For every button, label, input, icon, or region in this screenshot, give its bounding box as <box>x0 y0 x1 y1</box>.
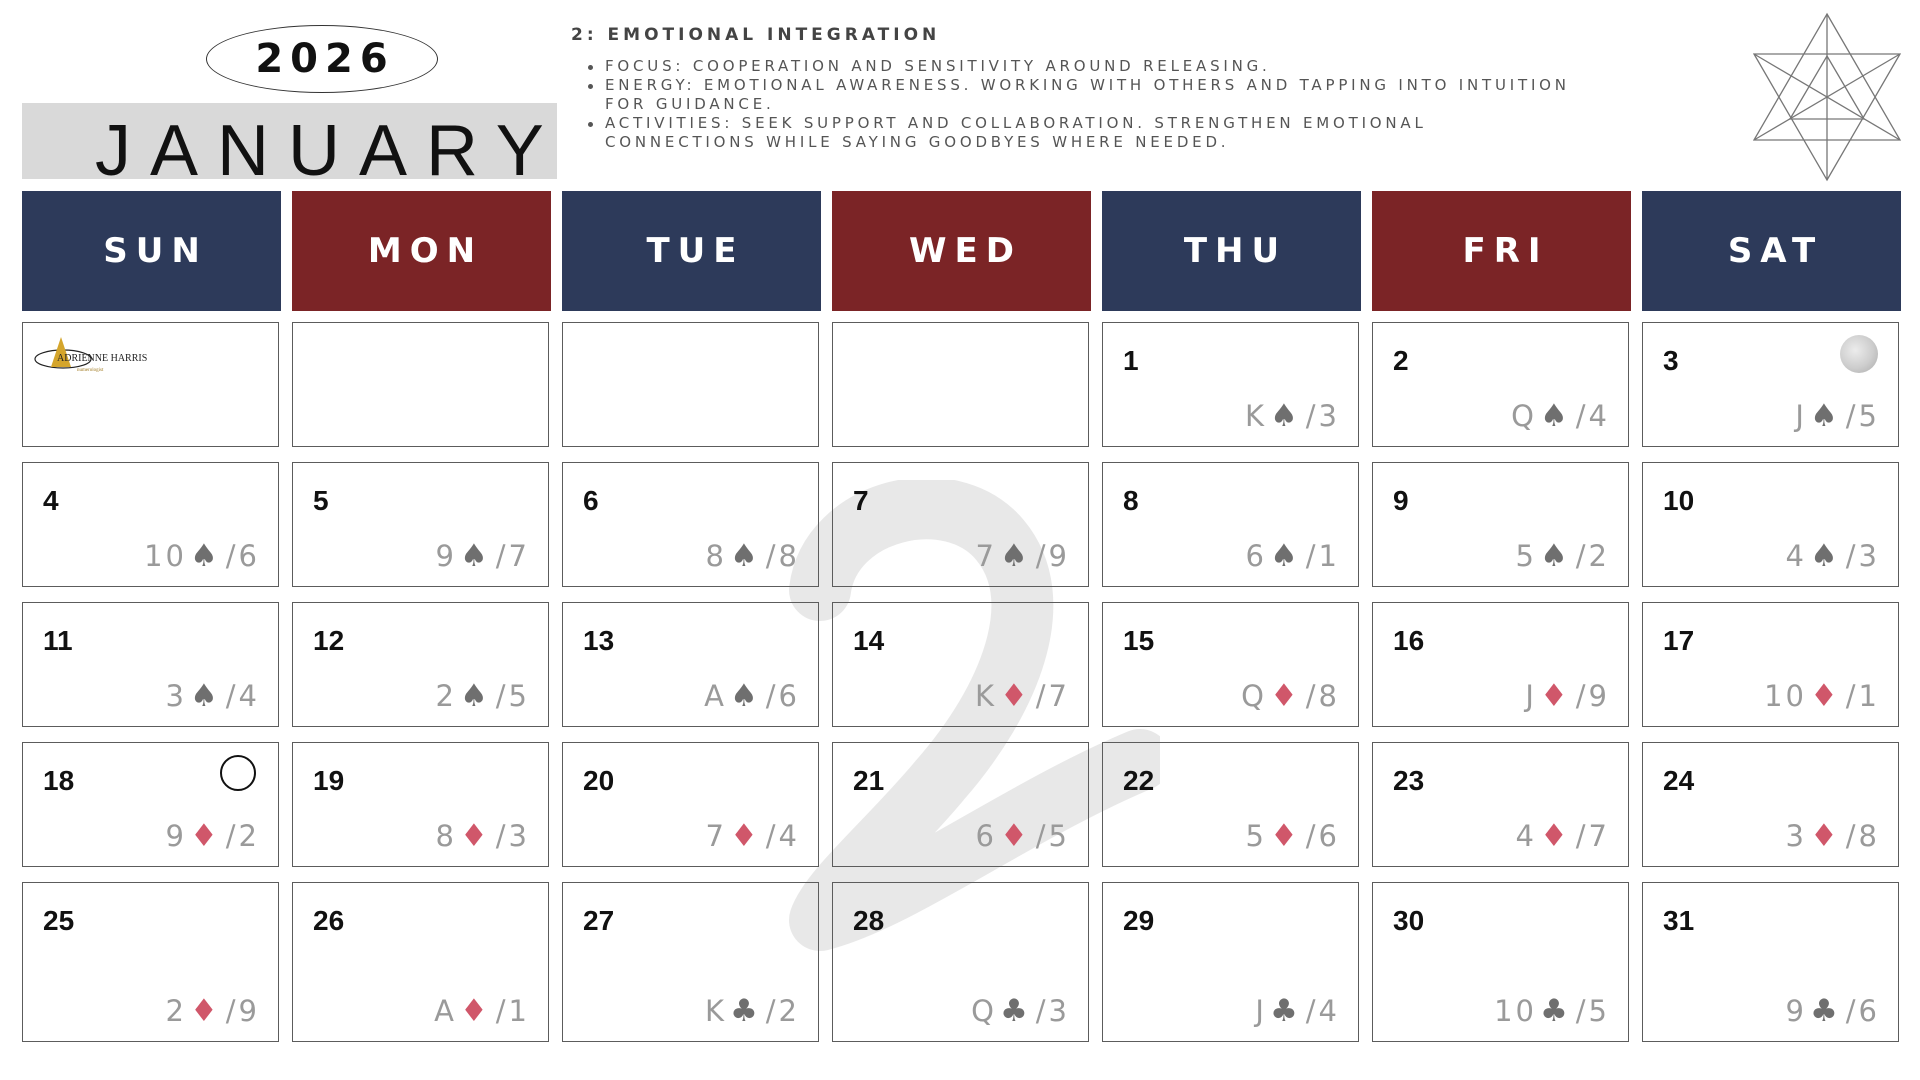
separator-slash: / <box>225 819 239 853</box>
club-suit-icon: ♣ <box>1539 993 1571 1029</box>
diamond-suit-icon: ♦ <box>459 818 491 854</box>
year-badge: 2026 <box>206 25 438 93</box>
personal-day-number: 7 <box>508 539 530 573</box>
diamond-suit-icon: ♦ <box>1269 818 1301 854</box>
spade-suit-icon: ♠ <box>729 538 761 574</box>
card-rank: J <box>1795 399 1807 433</box>
card-rank: 9 <box>165 819 187 853</box>
personal-day-number: 7 <box>1048 679 1070 713</box>
personal-day-number: 8 <box>778 539 800 573</box>
personal-day-number: 6 <box>238 539 260 573</box>
separator-slash: / <box>495 539 509 573</box>
personal-day-number: 2 <box>238 819 260 853</box>
card-label <box>1255 993 1340 1029</box>
card-label <box>1786 538 1880 574</box>
day-number: 13 <box>583 625 615 656</box>
separator-slash: / <box>495 819 509 853</box>
separator-slash: / <box>765 679 779 713</box>
separator-slash: / <box>1845 994 1859 1028</box>
card-label <box>166 818 260 854</box>
card-rank: J <box>1255 994 1267 1028</box>
day-cell-26[interactable] <box>292 882 549 1042</box>
spade-suit-icon: ♠ <box>729 678 761 714</box>
separator-slash: / <box>1035 679 1049 713</box>
club-suit-icon: ♣ <box>1809 993 1841 1029</box>
day-cell-15[interactable] <box>1102 602 1359 727</box>
card-label <box>1525 678 1610 714</box>
club-suit-icon: ♣ <box>729 993 761 1029</box>
day-number: 11 <box>43 625 73 656</box>
separator-slash: / <box>1305 994 1319 1028</box>
day-number: 12 <box>313 625 345 656</box>
day-number: 1 <box>1123 345 1139 376</box>
card-label <box>971 993 1070 1029</box>
spade-suit-icon: ♠ <box>1539 398 1571 434</box>
day-number: 15 <box>1123 625 1155 656</box>
diamond-suit-icon: ♦ <box>999 678 1031 714</box>
card-label <box>706 538 800 574</box>
card-label <box>976 818 1070 854</box>
day-number: 16 <box>1393 625 1425 656</box>
weekday-header-tue: TUE <box>562 191 821 311</box>
day-cell-5[interactable] <box>292 462 549 587</box>
empty-day-cell[interactable] <box>292 322 549 447</box>
card-rank: 10 <box>144 539 187 573</box>
info-title: 2: EMOTIONAL INTEGRATION <box>571 25 941 45</box>
day-cell-19[interactable] <box>292 742 549 867</box>
spade-suit-icon: ♠ <box>189 678 221 714</box>
personal-day-number: 8 <box>1318 679 1340 713</box>
day-number: 18 <box>43 765 75 796</box>
personal-day-number: 9 <box>1588 679 1610 713</box>
card-label <box>1246 818 1340 854</box>
card-rank: 5 <box>1515 539 1537 573</box>
separator-slash: / <box>1035 994 1049 1028</box>
separator-slash: / <box>1575 994 1589 1028</box>
day-number: 31 <box>1663 905 1695 936</box>
separator-slash: / <box>1845 539 1859 573</box>
separator-slash: / <box>1035 819 1049 853</box>
day-cell-29[interactable] <box>1102 882 1359 1042</box>
personal-day-number: 6 <box>1318 819 1340 853</box>
day-cell-17[interactable] <box>1642 602 1899 727</box>
card-rank: Q <box>1511 399 1537 433</box>
day-cell-14[interactable] <box>832 602 1089 727</box>
day-number: 17 <box>1663 625 1695 656</box>
card-label <box>166 993 260 1029</box>
day-cell-23[interactable] <box>1372 742 1629 867</box>
card-rank: A <box>704 679 727 713</box>
day-number: 4 <box>43 485 59 516</box>
diamond-suit-icon: ♦ <box>729 818 761 854</box>
personal-day-number: 2 <box>778 994 800 1028</box>
card-rank: A <box>434 994 457 1028</box>
separator-slash: / <box>1845 819 1859 853</box>
day-cell-3[interactable] <box>1642 322 1899 447</box>
spade-suit-icon: ♠ <box>459 678 491 714</box>
day-number: 21 <box>853 765 885 796</box>
personal-day-number: 1 <box>1858 679 1880 713</box>
separator-slash: / <box>225 679 239 713</box>
spade-suit-icon: ♠ <box>189 538 221 574</box>
month-title: JANUARY <box>95 111 563 191</box>
day-cell-27[interactable] <box>562 882 819 1042</box>
card-rank: Q <box>971 994 997 1028</box>
day-number: 26 <box>313 905 345 936</box>
day-number: 20 <box>583 765 615 796</box>
personal-day-number: 5 <box>508 679 530 713</box>
card-label <box>166 678 260 714</box>
card-rank: 6 <box>975 819 997 853</box>
empty-day-cell[interactable] <box>22 322 279 447</box>
card-label <box>706 818 800 854</box>
day-number: 8 <box>1123 485 1139 516</box>
day-cell-2[interactable] <box>1372 322 1629 447</box>
card-label <box>1516 818 1610 854</box>
personal-day-number: 6 <box>778 679 800 713</box>
card-rank: J <box>1525 679 1537 713</box>
separator-slash: / <box>1575 539 1589 573</box>
day-cell-4[interactable] <box>22 462 279 587</box>
personal-day-number: 3 <box>1858 539 1880 573</box>
brand-logo-icon <box>31 333 161 381</box>
day-number: 7 <box>853 485 869 516</box>
card-label <box>1245 398 1340 434</box>
card-rank: 4 <box>1515 819 1537 853</box>
personal-day-number: 8 <box>1858 819 1880 853</box>
day-number: 14 <box>853 625 885 656</box>
separator-slash: / <box>1575 399 1589 433</box>
card-label <box>436 538 530 574</box>
new-moon-icon <box>220 755 256 791</box>
day-number: 10 <box>1663 485 1695 516</box>
card-label <box>704 678 800 714</box>
weekday-header-sat: SAT <box>1642 191 1901 311</box>
day-cell-25[interactable] <box>22 882 279 1042</box>
spade-suit-icon: ♠ <box>1269 398 1301 434</box>
day-cell-13[interactable] <box>562 602 819 727</box>
info-bullet-activities: ACTIVITIES: SEEK SUPPORT AND COLLABORATION. STRENGTHEN EMOTIONAL CONNECTIONS WHILE SAYING GOODBYES WHERE NEEDED. <box>586 114 1571 152</box>
card-rank: 7 <box>975 539 997 573</box>
spade-suit-icon: ♠ <box>1269 538 1301 574</box>
day-cell-7[interactable] <box>832 462 1089 587</box>
day-cell-22[interactable] <box>1102 742 1359 867</box>
separator-slash: / <box>765 819 779 853</box>
empty-day-cell[interactable] <box>832 322 1089 447</box>
diamond-suit-icon: ♦ <box>1269 678 1301 714</box>
day-cell-12[interactable] <box>292 602 549 727</box>
day-number: 23 <box>1393 765 1425 796</box>
separator-slash: / <box>225 994 239 1028</box>
spade-suit-icon: ♠ <box>1809 538 1841 574</box>
day-cell-20[interactable] <box>562 742 819 867</box>
separator-slash: / <box>1035 539 1049 573</box>
personal-day-number: 9 <box>238 994 260 1028</box>
info-bullet-focus: FOCUS: COOPERATION AND SENSITIVITY AROUND RELEASING. <box>586 57 1571 76</box>
card-label <box>436 818 530 854</box>
card-label <box>1511 398 1610 434</box>
separator-slash: / <box>1305 679 1319 713</box>
card-rank: 9 <box>1785 994 1807 1028</box>
card-rank: 8 <box>435 819 457 853</box>
card-rank: 10 <box>1764 679 1807 713</box>
weekday-header-thu: THU <box>1102 191 1361 311</box>
day-number: 28 <box>853 905 885 936</box>
card-rank: 3 <box>165 679 187 713</box>
personal-day-number: 3 <box>508 819 530 853</box>
day-number: 6 <box>583 485 599 516</box>
logo-subtext: numerologist <box>77 368 104 373</box>
personal-day-number: 5 <box>1588 994 1610 1028</box>
separator-slash: / <box>495 994 509 1028</box>
card-rank: 6 <box>1245 539 1267 573</box>
diamond-suit-icon: ♦ <box>189 993 221 1029</box>
day-cell-6[interactable] <box>562 462 819 587</box>
card-rank: 8 <box>705 539 727 573</box>
card-label <box>1516 538 1610 574</box>
card-label <box>1795 398 1880 434</box>
card-label <box>436 678 530 714</box>
separator-slash: / <box>1575 679 1589 713</box>
personal-day-number: 5 <box>1858 399 1880 433</box>
card-rank: 5 <box>1245 819 1267 853</box>
day-number: 5 <box>313 485 329 516</box>
card-rank: 2 <box>435 679 457 713</box>
day-number: 27 <box>583 905 615 936</box>
personal-day-number: 9 <box>1048 539 1070 573</box>
club-suit-icon: ♣ <box>1269 993 1301 1029</box>
personal-day-number: 3 <box>1318 399 1340 433</box>
card-label <box>976 538 1070 574</box>
day-number: 2 <box>1393 345 1409 376</box>
day-cell-28[interactable] <box>832 882 1089 1042</box>
diamond-suit-icon: ♦ <box>1539 678 1571 714</box>
separator-slash: / <box>495 679 509 713</box>
info-list <box>571 57 1571 152</box>
day-cell-9[interactable] <box>1372 462 1629 587</box>
card-rank: 2 <box>165 994 187 1028</box>
diamond-suit-icon: ♦ <box>459 993 491 1029</box>
card-label <box>1246 538 1340 574</box>
day-cell-30[interactable] <box>1372 882 1629 1042</box>
card-rank: 3 <box>1785 819 1807 853</box>
diamond-suit-icon: ♦ <box>999 818 1031 854</box>
separator-slash: / <box>765 994 779 1028</box>
separator-slash: / <box>1305 399 1319 433</box>
card-rank: 10 <box>1494 994 1537 1028</box>
separator-slash: / <box>1575 819 1589 853</box>
day-number: 29 <box>1123 905 1155 936</box>
info-bullet-energy: ENERGY: EMOTIONAL AWARENESS. WORKING WITH OTHERS AND TAPPING INTO INTUITION FOR GUIDANCE. <box>586 76 1571 114</box>
card-label <box>434 993 530 1029</box>
diamond-suit-icon: ♦ <box>189 818 221 854</box>
star-tetrahedron-icon <box>1752 12 1902 182</box>
day-number: 19 <box>313 765 345 796</box>
day-cell-1[interactable] <box>1102 322 1359 447</box>
separator-slash: / <box>1845 399 1859 433</box>
day-cell-16[interactable] <box>1372 602 1629 727</box>
day-cell-11[interactable] <box>22 602 279 727</box>
personal-day-number: 1 <box>1318 539 1340 573</box>
separator-slash: / <box>225 539 239 573</box>
card-rank: K <box>974 679 997 713</box>
day-cell-8[interactable] <box>1102 462 1359 587</box>
day-number: 30 <box>1393 905 1425 936</box>
personal-day-number: 7 <box>1588 819 1610 853</box>
spade-suit-icon: ♠ <box>999 538 1031 574</box>
day-cell-10[interactable] <box>1642 462 1899 587</box>
diamond-suit-icon: ♦ <box>1809 678 1841 714</box>
card-rank: 7 <box>705 819 727 853</box>
card-rank: K <box>704 994 727 1028</box>
day-cell-24[interactable] <box>1642 742 1899 867</box>
personal-day-number: 4 <box>778 819 800 853</box>
weekday-header-wed: WED <box>832 191 1091 311</box>
card-rank: 9 <box>435 539 457 573</box>
logo-text: ADRIENNE HARRIS <box>57 353 148 364</box>
spade-suit-icon: ♠ <box>1809 398 1841 434</box>
day-cell-31[interactable] <box>1642 882 1899 1042</box>
separator-slash: / <box>1845 679 1859 713</box>
separator-slash: / <box>765 539 779 573</box>
day-cell-18[interactable] <box>22 742 279 867</box>
weekday-header-sun: SUN <box>22 191 281 311</box>
card-label <box>144 538 260 574</box>
card-rank: 4 <box>1785 539 1807 573</box>
empty-day-cell[interactable] <box>562 322 819 447</box>
separator-slash: / <box>1305 819 1319 853</box>
spade-suit-icon: ♠ <box>1539 538 1571 574</box>
card-rank: Q <box>1241 679 1267 713</box>
day-number: 22 <box>1123 765 1155 796</box>
weekday-header-mon: MON <box>292 191 551 311</box>
personal-day-number: 1 <box>508 994 530 1028</box>
personal-day-number: 6 <box>1858 994 1880 1028</box>
club-suit-icon: ♣ <box>999 993 1031 1029</box>
card-label <box>1764 678 1880 714</box>
card-label <box>1786 818 1880 854</box>
card-label <box>1494 993 1610 1029</box>
full-moon-icon <box>1840 335 1878 373</box>
card-label <box>1786 993 1880 1029</box>
day-number: 24 <box>1663 765 1695 796</box>
diamond-suit-icon: ♦ <box>1809 818 1841 854</box>
day-number: 25 <box>43 905 75 936</box>
day-number: 3 <box>1663 345 1679 376</box>
day-cell-21[interactable] <box>832 742 1089 867</box>
spade-suit-icon: ♠ <box>459 538 491 574</box>
card-label <box>705 993 800 1029</box>
personal-day-number: 2 <box>1588 539 1610 573</box>
personal-day-number: 3 <box>1048 994 1070 1028</box>
card-rank: K <box>1244 399 1267 433</box>
weekday-header-fri: FRI <box>1372 191 1631 311</box>
separator-slash: / <box>1305 539 1319 573</box>
personal-day-number: 4 <box>1588 399 1610 433</box>
personal-day-number: 4 <box>238 679 260 713</box>
personal-day-number: 4 <box>1318 994 1340 1028</box>
info-panel <box>571 25 1571 152</box>
card-label <box>1241 678 1340 714</box>
card-label <box>975 678 1070 714</box>
day-number: 9 <box>1393 485 1409 516</box>
personal-day-number: 5 <box>1048 819 1070 853</box>
diamond-suit-icon: ♦ <box>1539 818 1571 854</box>
